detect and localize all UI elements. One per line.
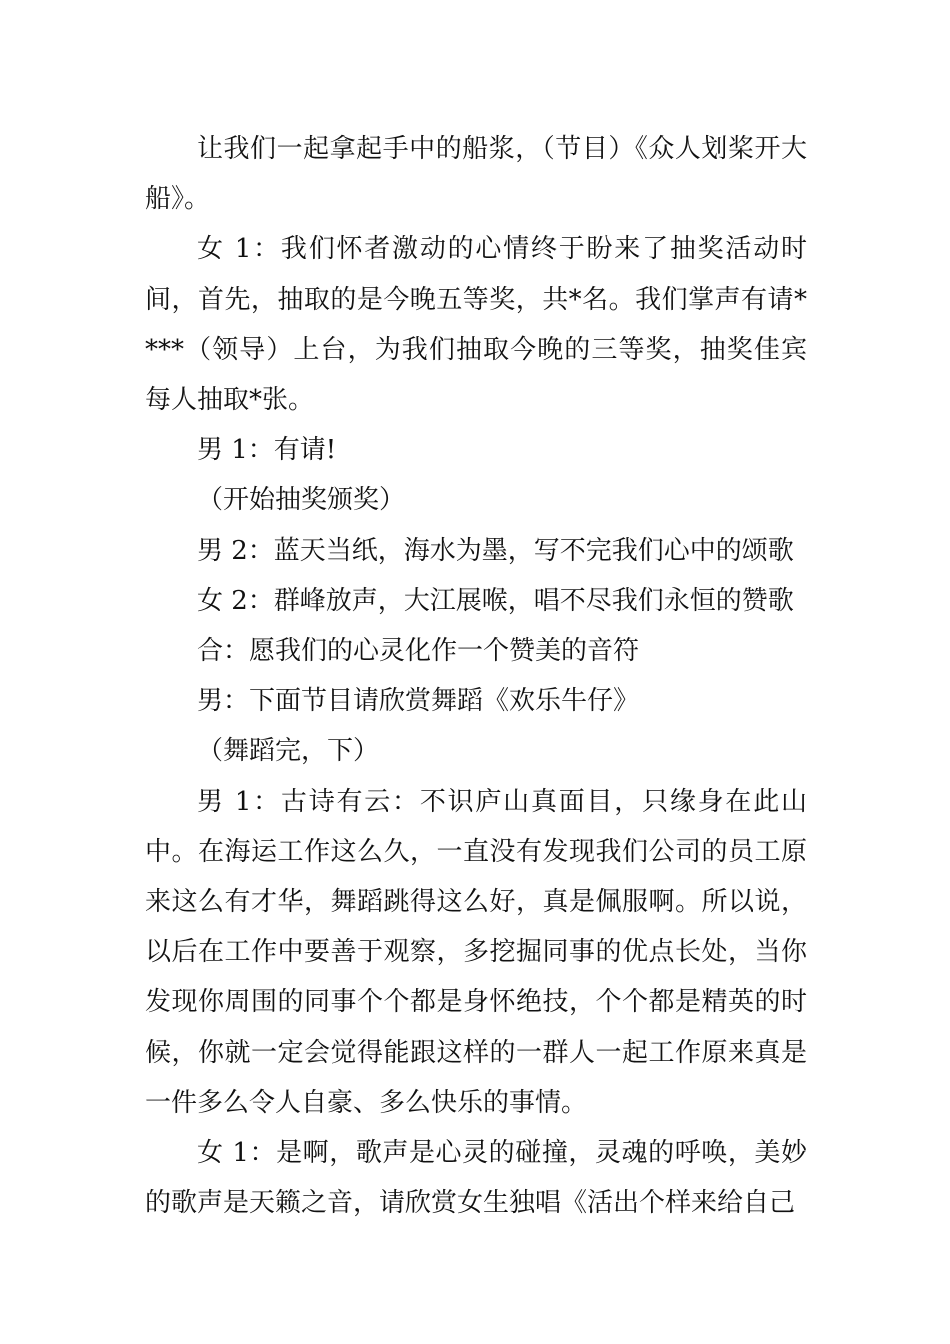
paragraph-5: 男 2：蓝天当纸，海水为墨，写不完我们心中的颂歌 [197,535,794,566]
paragraph-11: 女 1：是啊，歌声是心灵的碰撞，灵魂的呼唤，美妙的歌声是天籁之音，请欣赏女生独唱《活出个样来给自己 [145,1138,807,1219]
paragraph-2: 女 1：我们怀者激动的心情终于盼来了抽奖活动时间，首先，抽取的是今晚五等奖，共*名。我们掌声有请****（领导）上台，为我们抽取今晚的三等奖，抽奖佳宾每人抽取*张。 [145,234,807,416]
document-body [145,124,807,1228]
paragraph-8: 男：下面节目请欣赏舞蹈《欢乐牛仔》 [197,686,640,717]
paragraph-3: 男 1：有请! [197,435,337,466]
paragraph-1: 让我们一起拿起手中的船浆，（节目）《众人划桨开大船》。 [145,134,807,215]
paragraph-10: 男 1：古诗有云：不识庐山真面目，只缘身在此山中。在海运工作这么久，一直没有发现我们公司的员工原来这么有才华，舞蹈跳得这么好，真是佩服啊。所以说，以后在工作中要善于观察，多挖掘同事的优点长处，当你发现你周围的同事个个都是身怀绝技，个个都是精英的时候，你就一定会觉得能跟这样的一群人一起工作原来真是一件多么令人自豪、多么快乐的事情。 [145,786,807,1118]
paragraph-9: （舞蹈完，下） [197,736,380,767]
paragraph-6: 女 2：群峰放声，大江展喉，唱不尽我们永恒的赞歌 [197,585,794,616]
paragraph-7: 合：愿我们的心灵化作一个赞美的音符 [197,636,640,667]
paragraph-4: （开始抽奖颁奖） [197,485,406,516]
